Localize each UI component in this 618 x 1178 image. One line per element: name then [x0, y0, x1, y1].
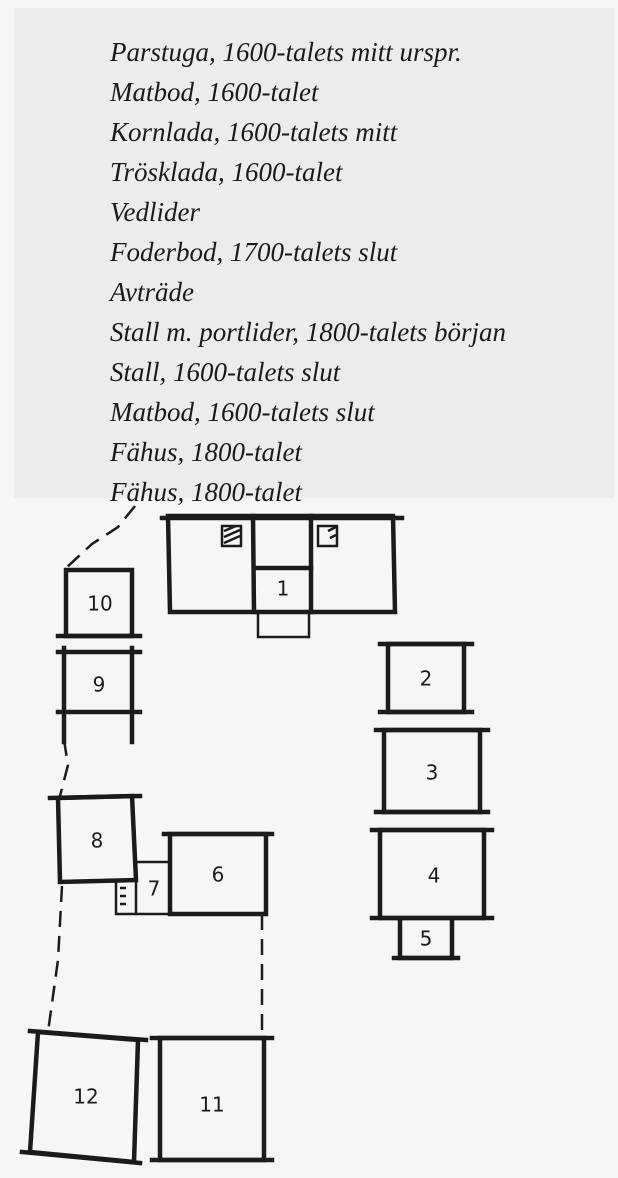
- legend-text: Stall m. portlider, 1800-talets början: [110, 317, 507, 347]
- privy-seat: [120, 888, 126, 904]
- legend-text: Stall, 1600-talets slut: [110, 357, 341, 387]
- building-5: [394, 920, 458, 958]
- legend-text: Foderbod, 1700-talets slut: [110, 237, 398, 267]
- building-7: [116, 862, 170, 914]
- building-12-wall: [22, 1152, 140, 1163]
- building-1-porch: [258, 612, 309, 637]
- building-4: [372, 830, 492, 918]
- fence-lines: [48, 506, 262, 1036]
- building-11-label: 11: [199, 1092, 225, 1117]
- building-9: [58, 648, 140, 742]
- building-6-label: 6: [211, 862, 225, 887]
- building-5-label: 5: [419, 926, 433, 951]
- building-1-wall: [253, 516, 254, 612]
- building-1: [162, 516, 402, 637]
- building-7-label: 7: [147, 876, 161, 901]
- building-12: [22, 1031, 146, 1163]
- building-1-label: 1: [276, 576, 290, 601]
- fence-line-top: [66, 506, 135, 568]
- fence-line-9-8: [60, 740, 68, 796]
- building-8: [50, 796, 140, 882]
- building-3: [376, 730, 488, 812]
- legend-text: Parstuga, 1600-talets mitt urspr.: [110, 37, 462, 67]
- building-8-label: 8: [90, 828, 104, 853]
- legend-text: Matbod, 1600-talets slut: [110, 397, 375, 427]
- legend-text: Fähus, 1800-talet: [110, 437, 302, 467]
- legend-text: Trösklada, 1600-talet: [110, 157, 343, 187]
- building-10: [58, 570, 140, 636]
- legend-text: Fähus, 1800-talet: [110, 477, 302, 507]
- building-9-label: 9: [92, 672, 106, 697]
- building-2: [380, 644, 472, 712]
- building-2-label: 2: [419, 666, 433, 691]
- building-8-wall: [50, 796, 140, 798]
- legend-text: Vedlider: [110, 197, 200, 227]
- fence-line-8-12: [48, 886, 62, 1032]
- building-10-label: 10: [87, 591, 113, 616]
- building-4-label: 4: [427, 863, 441, 888]
- legend-text: Avträde: [110, 277, 194, 307]
- legend-text: Kornlada, 1600-talets mitt: [110, 117, 398, 147]
- building-11: [152, 1038, 272, 1160]
- building-6: [164, 834, 272, 914]
- building-3-label: 3: [425, 760, 439, 785]
- building-12-wall: [30, 1031, 146, 1040]
- legend-text: Matbod, 1600-talet: [110, 77, 319, 107]
- building-12-label: 12: [73, 1084, 99, 1109]
